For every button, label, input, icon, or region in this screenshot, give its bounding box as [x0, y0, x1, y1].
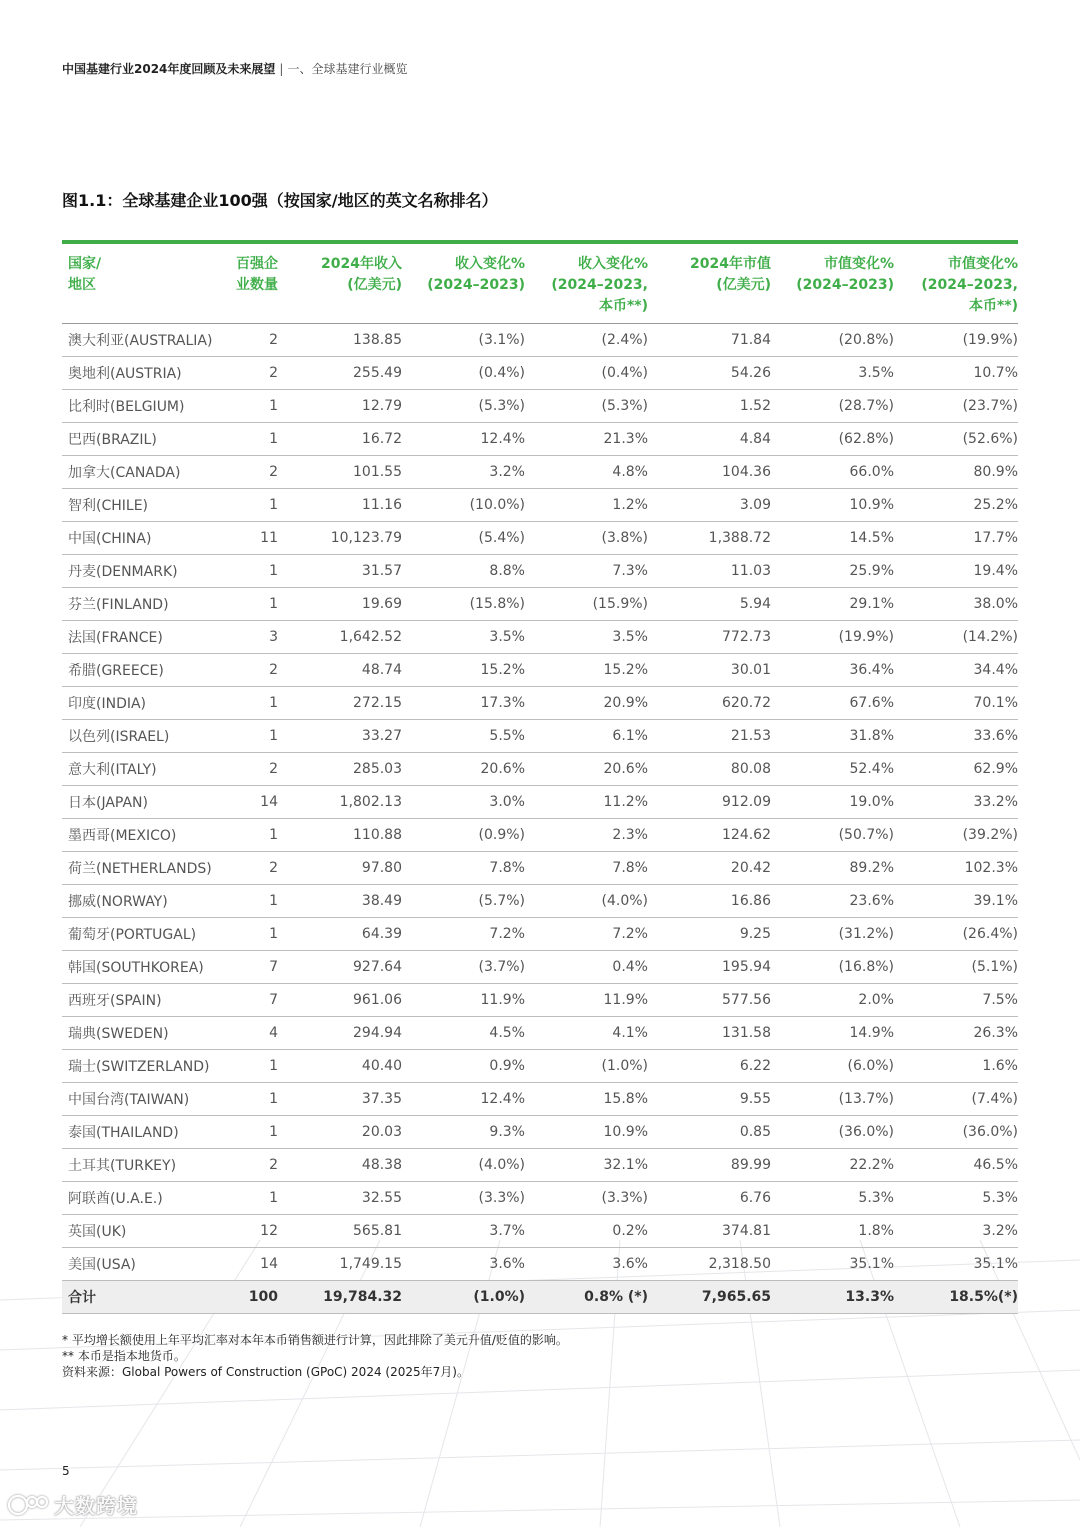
table-cell: 23.6% — [771, 885, 894, 918]
col-header-revenue-2024: 2024年收入 (亿美元) — [278, 242, 402, 324]
table-cell: 2 — [222, 357, 278, 390]
table-cell: 20.6% — [402, 753, 525, 786]
table-cell: 12.79 — [278, 390, 402, 423]
table-cell: 64.39 — [278, 918, 402, 951]
table-cell: 20.42 — [648, 852, 771, 885]
table-cell: 3.2% — [402, 456, 525, 489]
col-header-country: 国家/ 地区 — [62, 242, 222, 324]
table-cell: (5.7%) — [402, 885, 525, 918]
table-cell: (14.2%) — [894, 621, 1018, 654]
table-cell: 54.26 — [648, 357, 771, 390]
table-cell: 7.8% — [525, 852, 648, 885]
table-cell: 2 — [222, 456, 278, 489]
table-cell: 89.99 — [648, 1149, 771, 1182]
table-cell: (36.0%) — [894, 1116, 1018, 1149]
table-cell: (7.4%) — [894, 1083, 1018, 1116]
table-cell: 14 — [222, 1248, 278, 1281]
table-cell: 272.15 — [278, 687, 402, 720]
total-cell: 100 — [222, 1281, 278, 1314]
table-cell: 10,123.79 — [278, 522, 402, 555]
table-cell: 14.5% — [771, 522, 894, 555]
table-row — [62, 357, 1018, 390]
table-cell: 294.94 — [278, 1017, 402, 1050]
table-cell: 10.9% — [525, 1116, 648, 1149]
table-cell: 1.2% — [525, 489, 648, 522]
table-row — [62, 1083, 1018, 1116]
country-cell: 意大利(ITALY) — [62, 753, 222, 786]
table-cell: 2.0% — [771, 984, 894, 1017]
figure-title — [62, 188, 498, 211]
table-cell: 38.0% — [894, 588, 1018, 621]
table-cell: 20.03 — [278, 1116, 402, 1149]
table-row — [62, 1215, 1018, 1248]
table-cell: 21.53 — [648, 720, 771, 753]
country-cell: 荷兰(NETHERLANDS) — [62, 852, 222, 885]
col-header-company-count: 百强企 业数量 — [222, 242, 278, 324]
table-cell: 36.4% — [771, 654, 894, 687]
table-row — [62, 786, 1018, 819]
ranking-table-container — [62, 240, 1018, 1314]
table-cell: 5.3% — [771, 1182, 894, 1215]
table-cell: 7.2% — [402, 918, 525, 951]
table-cell: 1.52 — [648, 390, 771, 423]
table-cell: (3.8%) — [525, 522, 648, 555]
country-cell: 芬兰(FINLAND) — [62, 588, 222, 621]
table-row — [62, 984, 1018, 1017]
table-cell: 8.8% — [402, 555, 525, 588]
table-cell: 1,388.72 — [648, 522, 771, 555]
table-row — [62, 1182, 1018, 1215]
country-cell: 挪威(NORWAY) — [62, 885, 222, 918]
table-cell: 17.3% — [402, 687, 525, 720]
country-cell: 巴西(BRAZIL) — [62, 423, 222, 456]
table-cell: 35.1% — [894, 1248, 1018, 1281]
table-cell: 48.74 — [278, 654, 402, 687]
table-row — [62, 588, 1018, 621]
report-title: 中国基建行业2024年度回顾及未来展望 — [62, 62, 276, 76]
table-cell: (1.0%) — [525, 1050, 648, 1083]
table-cell: 1.8% — [771, 1215, 894, 1248]
ranking-table — [62, 240, 1018, 1314]
table-row — [62, 1017, 1018, 1050]
table-cell: 374.81 — [648, 1215, 771, 1248]
table-cell: 2 — [222, 324, 278, 357]
country-cell: 美国(USA) — [62, 1248, 222, 1281]
table-cell: 32.1% — [525, 1149, 648, 1182]
section-title: 一、全球基建行业概览 — [287, 62, 408, 76]
table-cell: 3.0% — [402, 786, 525, 819]
table-cell: 1 — [222, 390, 278, 423]
table-cell: 620.72 — [648, 687, 771, 720]
table-cell: 5.94 — [648, 588, 771, 621]
table-cell: (13.7%) — [771, 1083, 894, 1116]
table-row — [62, 819, 1018, 852]
footnote-exchange-rate: * 平均增长额使用上年平均汇率对本年本币销售额进行计算，因此排除了美元升值/贬值的影响。 — [62, 1333, 568, 1347]
table-cell: 20.6% — [525, 753, 648, 786]
table-cell: 1 — [222, 1182, 278, 1215]
table-cell: 19.0% — [771, 786, 894, 819]
table-cell: 1 — [222, 1083, 278, 1116]
table-body — [62, 324, 1018, 1314]
total-label-cell: 合计 — [62, 1281, 222, 1314]
table-cell: 25.9% — [771, 555, 894, 588]
table-cell: 4.8% — [525, 456, 648, 489]
table-cell: 12 — [222, 1215, 278, 1248]
col-header-revenue-change: 收入变化% (2024–2023) — [402, 242, 525, 324]
table-cell: 12.4% — [402, 423, 525, 456]
table-cell: 11.03 — [648, 555, 771, 588]
table-cell: 11.2% — [525, 786, 648, 819]
table-cell: 5.5% — [402, 720, 525, 753]
table-cell: 66.0% — [771, 456, 894, 489]
country-cell: 奥地利(AUSTRIA) — [62, 357, 222, 390]
table-cell: 30.01 — [648, 654, 771, 687]
col-header-market-cap-2024: 2024年市值 (亿美元) — [648, 242, 771, 324]
watermark — [6, 1490, 138, 1519]
footnote-local-currency: ** 本币是指本地货币。 — [62, 1349, 186, 1363]
table-row — [62, 852, 1018, 885]
country-cell: 法国(FRANCE) — [62, 621, 222, 654]
page-number: 5 — [62, 1464, 70, 1478]
table-cell: 80.9% — [894, 456, 1018, 489]
country-cell: 澳大利亚(AUSTRALIA) — [62, 324, 222, 357]
table-cell: 3.09 — [648, 489, 771, 522]
table-cell: 124.62 — [648, 819, 771, 852]
table-row — [62, 918, 1018, 951]
table-cell: 0.85 — [648, 1116, 771, 1149]
country-cell: 中国台湾(TAIWAN) — [62, 1083, 222, 1116]
table-cell: 2 — [222, 654, 278, 687]
figure-title-main: 图1.1：全球基建企业100强 — [62, 191, 268, 210]
table-cell: 15.2% — [402, 654, 525, 687]
table-cell: 6.1% — [525, 720, 648, 753]
table-cell: (0.9%) — [402, 819, 525, 852]
table-total-row — [62, 1281, 1018, 1314]
table-cell: 3.6% — [402, 1248, 525, 1281]
table-cell: 0.2% — [525, 1215, 648, 1248]
country-cell: 瑞士(SWITZERLAND) — [62, 1050, 222, 1083]
table-cell: 1 — [222, 1050, 278, 1083]
table-cell: 31.8% — [771, 720, 894, 753]
table-row — [62, 1050, 1018, 1083]
country-cell: 加拿大(CANADA) — [62, 456, 222, 489]
table-cell: 2 — [222, 852, 278, 885]
table-cell: (3.1%) — [402, 324, 525, 357]
table-cell: 3.5% — [525, 621, 648, 654]
table-cell: 26.3% — [894, 1017, 1018, 1050]
table-row — [62, 654, 1018, 687]
table-cell: 48.38 — [278, 1149, 402, 1182]
table-cell: 71.84 — [648, 324, 771, 357]
table-cell: 565.81 — [278, 1215, 402, 1248]
table-cell: 15.2% — [525, 654, 648, 687]
table-cell: (0.4%) — [525, 357, 648, 390]
table-cell: (15.8%) — [402, 588, 525, 621]
table-cell: 11.9% — [525, 984, 648, 1017]
table-cell: 15.8% — [525, 1083, 648, 1116]
table-cell: 34.4% — [894, 654, 1018, 687]
table-row — [62, 522, 1018, 555]
table-cell: 1 — [222, 885, 278, 918]
table-cell: (6.0%) — [771, 1050, 894, 1083]
table-cell: 14 — [222, 786, 278, 819]
table-cell: 102.3% — [894, 852, 1018, 885]
table-cell: 19.69 — [278, 588, 402, 621]
table-cell: 21.3% — [525, 423, 648, 456]
table-cell: (10.0%) — [402, 489, 525, 522]
table-cell: 22.2% — [771, 1149, 894, 1182]
table-cell: 20.9% — [525, 687, 648, 720]
table-cell: 33.2% — [894, 786, 1018, 819]
watermark-text: 大数跨境 — [54, 1494, 138, 1518]
table-row — [62, 555, 1018, 588]
table-cell: 33.27 — [278, 720, 402, 753]
table-cell: 11.16 — [278, 489, 402, 522]
table-cell: 1,642.52 — [278, 621, 402, 654]
table-cell: 70.1% — [894, 687, 1018, 720]
table-row — [62, 1116, 1018, 1149]
table-cell: 2,318.50 — [648, 1248, 771, 1281]
table-row — [62, 1149, 1018, 1182]
figure-title-paren: （按国家/地区的英文名称排名） — [267, 191, 498, 210]
table-row — [62, 753, 1018, 786]
footnotes — [62, 1332, 568, 1380]
table-row — [62, 951, 1018, 984]
table-cell: 4.5% — [402, 1017, 525, 1050]
table-cell: (20.8%) — [771, 324, 894, 357]
table-cell: (5.3%) — [402, 390, 525, 423]
table-cell: 1 — [222, 819, 278, 852]
table-cell: (5.3%) — [525, 390, 648, 423]
table-cell: 138.85 — [278, 324, 402, 357]
total-cell: 19,784.32 — [278, 1281, 402, 1314]
table-cell: 6.22 — [648, 1050, 771, 1083]
table-cell: 10.7% — [894, 357, 1018, 390]
table-cell: 80.08 — [648, 753, 771, 786]
table-cell: 39.1% — [894, 885, 1018, 918]
table-cell: 7 — [222, 984, 278, 1017]
table-cell: 1,802.13 — [278, 786, 402, 819]
table-cell: 3.5% — [771, 357, 894, 390]
table-cell: 10.9% — [771, 489, 894, 522]
total-cell: 7,965.65 — [648, 1281, 771, 1314]
country-cell: 印度(INDIA) — [62, 687, 222, 720]
table-cell: 67.6% — [771, 687, 894, 720]
total-cell: 0.8% (*) — [525, 1281, 648, 1314]
table-row — [62, 885, 1018, 918]
table-cell: 3.5% — [402, 621, 525, 654]
page-header — [62, 60, 407, 77]
table-cell: 16.72 — [278, 423, 402, 456]
table-row — [62, 687, 1018, 720]
table-cell: 1 — [222, 687, 278, 720]
table-cell: 40.40 — [278, 1050, 402, 1083]
table-cell: 2.3% — [525, 819, 648, 852]
country-cell: 阿联酋(U.A.E.) — [62, 1182, 222, 1215]
table-cell: 9.3% — [402, 1116, 525, 1149]
table-cell: 7.5% — [894, 984, 1018, 1017]
table-cell: 0.4% — [525, 951, 648, 984]
col-header-revenue-change-local: 收入变化% (2024–2023, 本币**) — [525, 242, 648, 324]
table-cell: 3 — [222, 621, 278, 654]
table-cell: 7 — [222, 951, 278, 984]
table-cell: (3.3%) — [402, 1182, 525, 1215]
country-cell: 以色列(ISRAEL) — [62, 720, 222, 753]
country-cell: 比利时(BELGIUM) — [62, 390, 222, 423]
table-cell: 1 — [222, 555, 278, 588]
table-cell: 1 — [222, 720, 278, 753]
table-cell: 1 — [222, 918, 278, 951]
table-cell: (31.2%) — [771, 918, 894, 951]
table-cell: 32.55 — [278, 1182, 402, 1215]
table-cell: 17.7% — [894, 522, 1018, 555]
table-cell: 89.2% — [771, 852, 894, 885]
table-cell: 195.94 — [648, 951, 771, 984]
table-cell: 19.4% — [894, 555, 1018, 588]
total-cell: 13.3% — [771, 1281, 894, 1314]
table-cell: 1 — [222, 1116, 278, 1149]
table-cell: 0.9% — [402, 1050, 525, 1083]
table-cell: 35.1% — [771, 1248, 894, 1281]
table-cell: 5.3% — [894, 1182, 1018, 1215]
table-cell: 11.9% — [402, 984, 525, 1017]
country-cell: 西班牙(SPAIN) — [62, 984, 222, 1017]
table-cell: (62.8%) — [771, 423, 894, 456]
total-cell: 18.5%(*) — [894, 1281, 1018, 1314]
table-cell: 4.84 — [648, 423, 771, 456]
table-row — [62, 1248, 1018, 1281]
table-cell: 29.1% — [771, 588, 894, 621]
table-cell: 1 — [222, 489, 278, 522]
table-cell: (4.0%) — [402, 1149, 525, 1182]
table-cell: (3.7%) — [402, 951, 525, 984]
country-cell: 泰国(THAILAND) — [62, 1116, 222, 1149]
country-cell: 丹麦(DENMARK) — [62, 555, 222, 588]
table-cell: (2.4%) — [525, 324, 648, 357]
col-header-market-cap-change-local: 市值变化% (2024–2023, 本币**) — [894, 242, 1018, 324]
country-cell: 瑞典(SWEDEN) — [62, 1017, 222, 1050]
table-cell: (28.7%) — [771, 390, 894, 423]
table-cell: (52.6%) — [894, 423, 1018, 456]
table-cell: 37.35 — [278, 1083, 402, 1116]
country-cell: 墨西哥(MEXICO) — [62, 819, 222, 852]
table-cell: (4.0%) — [525, 885, 648, 918]
country-cell: 葡萄牙(PORTUGAL) — [62, 918, 222, 951]
table-cell: 62.9% — [894, 753, 1018, 786]
total-cell: (1.0%) — [402, 1281, 525, 1314]
country-cell: 日本(JAPAN) — [62, 786, 222, 819]
table-row — [62, 489, 1018, 522]
table-cell: 961.06 — [278, 984, 402, 1017]
table-cell: (50.7%) — [771, 819, 894, 852]
table-cell: (26.4%) — [894, 918, 1018, 951]
table-cell: 4 — [222, 1017, 278, 1050]
table-cell: (23.7%) — [894, 390, 1018, 423]
table-cell: 97.80 — [278, 852, 402, 885]
table-row — [62, 390, 1018, 423]
table-cell: 11 — [222, 522, 278, 555]
table-row — [62, 423, 1018, 456]
table-cell: (39.2%) — [894, 819, 1018, 852]
table-header-row — [62, 242, 1018, 324]
table-cell: 772.73 — [648, 621, 771, 654]
table-cell: 3.2% — [894, 1215, 1018, 1248]
table-cell: (19.9%) — [771, 621, 894, 654]
table-cell: 1 — [222, 588, 278, 621]
table-cell: 4.1% — [525, 1017, 648, 1050]
table-cell: 46.5% — [894, 1149, 1018, 1182]
table-cell: 9.25 — [648, 918, 771, 951]
header-separator: | — [279, 62, 284, 76]
table-cell: 7.3% — [525, 555, 648, 588]
table-cell: 9.55 — [648, 1083, 771, 1116]
table-cell: (16.8%) — [771, 951, 894, 984]
table-cell: (36.0%) — [771, 1116, 894, 1149]
table-cell: 38.49 — [278, 885, 402, 918]
table-cell: (3.3%) — [525, 1182, 648, 1215]
table-cell: (0.4%) — [402, 357, 525, 390]
table-cell: 1.6% — [894, 1050, 1018, 1083]
table-cell: (5.1%) — [894, 951, 1018, 984]
table-row — [62, 324, 1018, 357]
table-cell: 2 — [222, 753, 278, 786]
table-cell: (15.9%) — [525, 588, 648, 621]
table-row — [62, 621, 1018, 654]
table-cell: 16.86 — [648, 885, 771, 918]
country-cell: 智利(CHILE) — [62, 489, 222, 522]
table-cell: 1 — [222, 423, 278, 456]
country-cell: 土耳其(TURKEY) — [62, 1149, 222, 1182]
table-row — [62, 720, 1018, 753]
footnote-source: 资料来源：Global Powers of Construction (GPoC) 2024 (2025年7月)。 — [62, 1365, 469, 1379]
table-cell: 1,749.15 — [278, 1248, 402, 1281]
table-cell: (19.9%) — [894, 324, 1018, 357]
table-cell: 12.4% — [402, 1083, 525, 1116]
table-row — [62, 456, 1018, 489]
table-cell: (5.4%) — [402, 522, 525, 555]
table-cell: 25.2% — [894, 489, 1018, 522]
table-cell: 101.55 — [278, 456, 402, 489]
table-cell: 3.7% — [402, 1215, 525, 1248]
table-cell: 3.6% — [525, 1248, 648, 1281]
table-cell: 255.49 — [278, 357, 402, 390]
country-cell: 希腊(GREECE) — [62, 654, 222, 687]
table-cell: 2 — [222, 1149, 278, 1182]
table-cell: 52.4% — [771, 753, 894, 786]
table-cell: 6.76 — [648, 1182, 771, 1215]
table-cell: 110.88 — [278, 819, 402, 852]
table-cell: 31.57 — [278, 555, 402, 588]
watermark-logo-icon — [6, 1492, 50, 1518]
table-cell: 927.64 — [278, 951, 402, 984]
table-cell: 7.2% — [525, 918, 648, 951]
country-cell: 韩国(SOUTHKOREA) — [62, 951, 222, 984]
table-cell: 7.8% — [402, 852, 525, 885]
table-cell: 912.09 — [648, 786, 771, 819]
country-cell: 中国(CHINA) — [62, 522, 222, 555]
table-cell: 285.03 — [278, 753, 402, 786]
col-header-market-cap-change: 市值变化% (2024–2023) — [771, 242, 894, 324]
table-cell: 104.36 — [648, 456, 771, 489]
table-cell: 131.58 — [648, 1017, 771, 1050]
table-cell: 33.6% — [894, 720, 1018, 753]
country-cell: 英国(UK) — [62, 1215, 222, 1248]
table-cell: 577.56 — [648, 984, 771, 1017]
table-cell: 14.9% — [771, 1017, 894, 1050]
